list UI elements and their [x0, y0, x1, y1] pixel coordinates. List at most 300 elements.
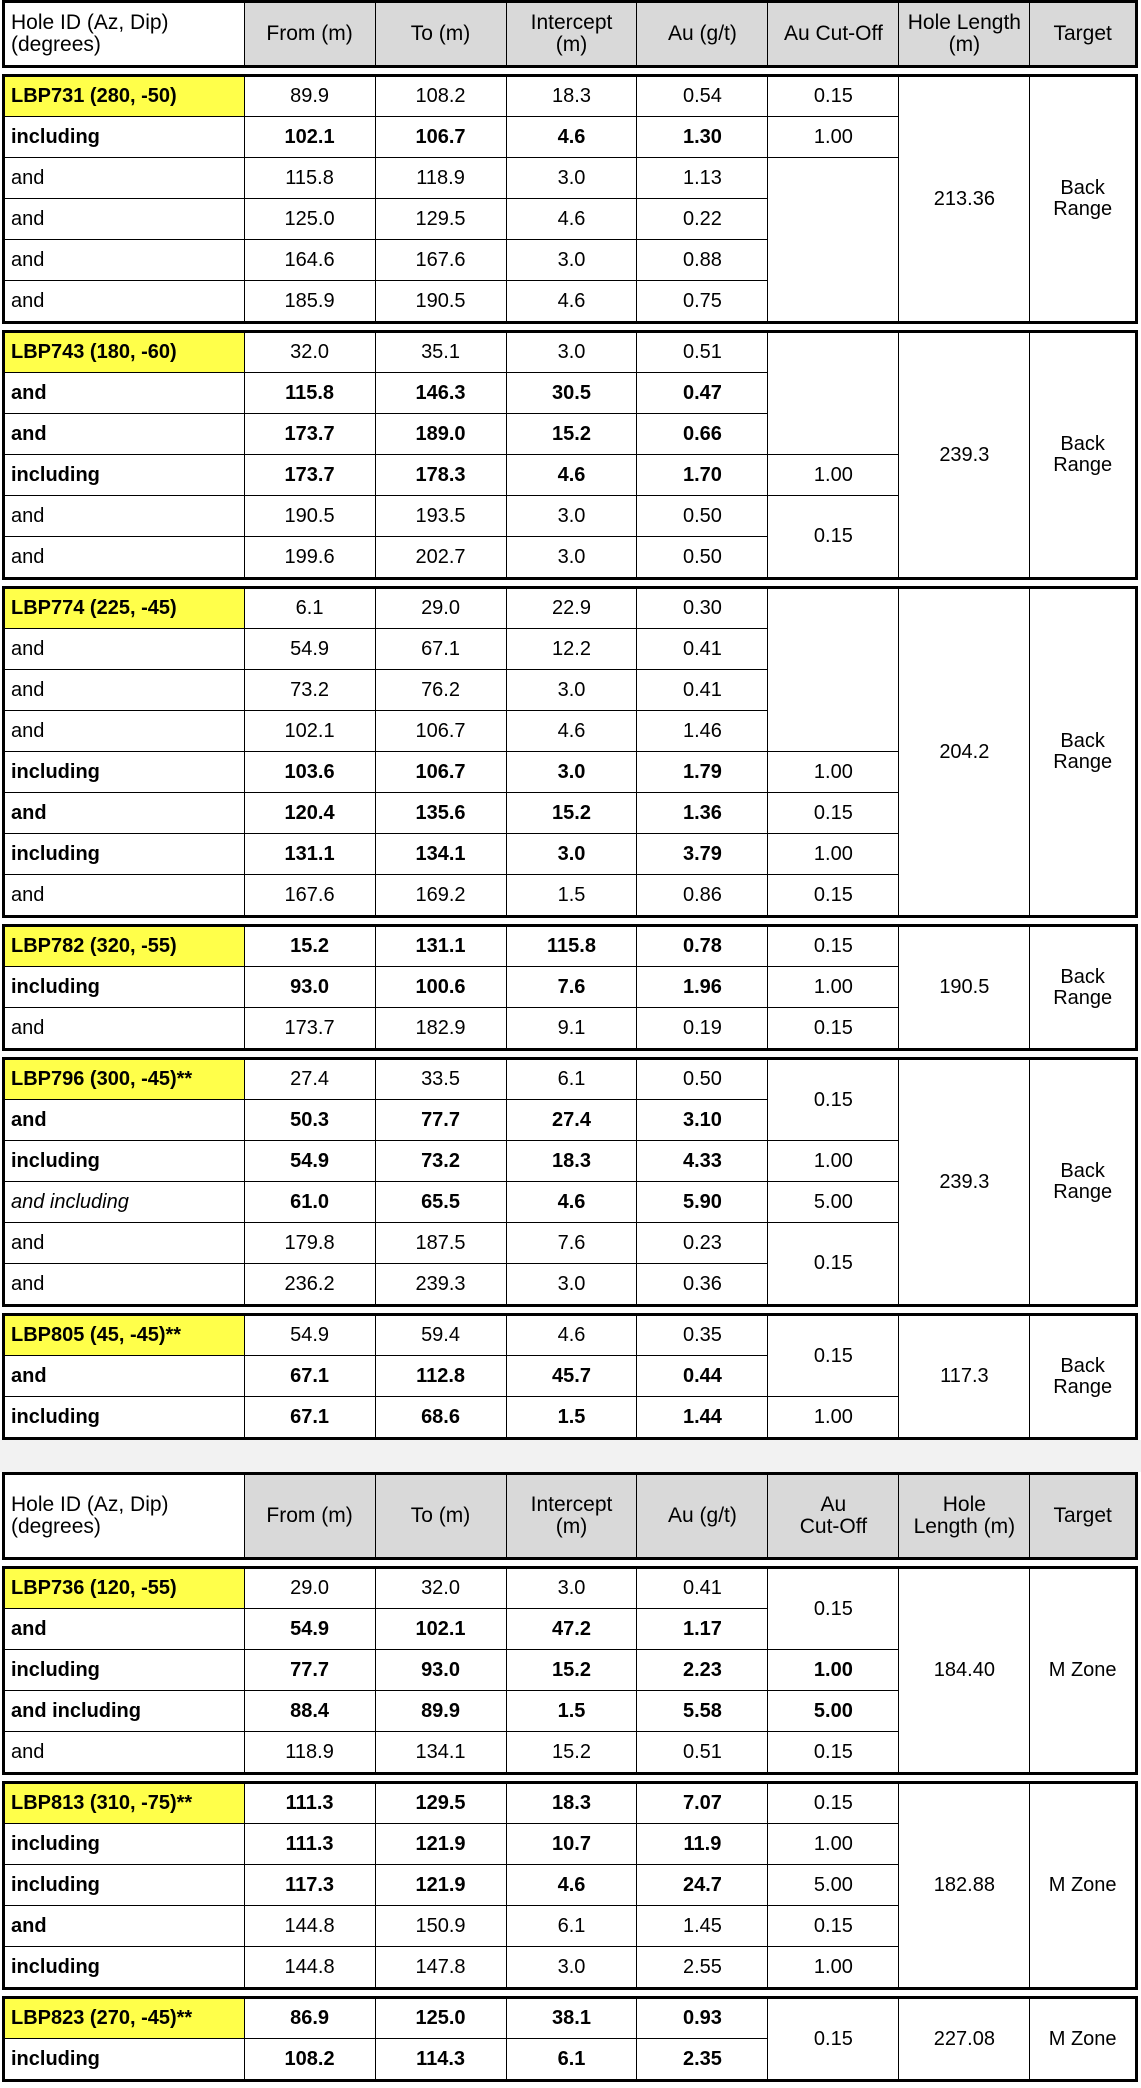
to-cell: 93.0: [375, 1650, 506, 1691]
au-cell: 1.79: [637, 752, 768, 793]
au-cell: 0.50: [637, 496, 768, 537]
interval-label-cell: and: [4, 1100, 245, 1141]
intercept-cell: 3.0: [506, 496, 637, 537]
header-au: Au (g/t): [637, 1474, 768, 1559]
column-header-row: [2, 1472, 1138, 1560]
interval-label-cell: including: [4, 1824, 245, 1865]
au-cell: 0.93: [637, 1998, 768, 2039]
hole-id-cell: LBP731 (280, -50): [4, 76, 245, 117]
intercept-cell: 3.0: [506, 1264, 637, 1306]
interval-label-cell: and: [4, 537, 245, 579]
table-row: [4, 1059, 1137, 1100]
to-cell: 102.1: [375, 1609, 506, 1650]
to-cell: 100.6: [375, 967, 506, 1008]
hole-id-cell: LBP774 (225, -45): [4, 588, 245, 629]
au-cell: 1.44: [637, 1397, 768, 1439]
from-cell: 125.0: [244, 199, 375, 240]
au-cell: 1.36: [637, 793, 768, 834]
hole-length-cell: 239.3: [899, 332, 1030, 579]
intercept-cell: 3.0: [506, 240, 637, 281]
intercept-cell: 1.5: [506, 1691, 637, 1732]
hole-group-table: [2, 74, 1138, 324]
au-cell: 0.30: [637, 588, 768, 629]
cutoff-cell: 0.15: [768, 1223, 899, 1306]
cutoff-cell: 5.00: [768, 1865, 899, 1906]
au-cell: 0.88: [637, 240, 768, 281]
interval-label-cell: and: [4, 199, 245, 240]
from-cell: 61.0: [244, 1182, 375, 1223]
header-hole-id: Hole ID (Az, Dip) (degrees): [4, 2, 245, 67]
from-cell: 120.4: [244, 793, 375, 834]
interval-label-cell: and: [4, 1906, 245, 1947]
from-cell: 117.3: [244, 1865, 375, 1906]
intercept-cell: 15.2: [506, 793, 637, 834]
au-cell: 1.70: [637, 455, 768, 496]
interval-label-cell: and including: [4, 1182, 245, 1223]
header-row: [4, 1474, 1137, 1559]
cutoff-cell: 5.00: [768, 1691, 899, 1732]
interval-label-cell: including: [4, 1865, 245, 1906]
interval-label-cell: including: [4, 1141, 245, 1182]
intercept-cell: 27.4: [506, 1100, 637, 1141]
to-cell: 147.8: [375, 1947, 506, 1989]
intercept-cell: 45.7: [506, 1356, 637, 1397]
intercept-cell: 18.3: [506, 76, 637, 117]
from-cell: 115.8: [244, 158, 375, 199]
intercept-cell: 47.2: [506, 1609, 637, 1650]
interval-label-cell: and: [4, 240, 245, 281]
table-row: [4, 1998, 1137, 2039]
hole-id-cell: LBP823 (270, -45)**: [4, 1998, 245, 2039]
au-cell: 0.22: [637, 199, 768, 240]
target-cell: Back Range: [1030, 588, 1137, 917]
hole-length-cell: 239.3: [899, 1059, 1030, 1306]
cutoff-cell: 1.00: [768, 1650, 899, 1691]
header-hole-id: Hole ID (Az, Dip) (degrees): [4, 1474, 245, 1559]
to-cell: 33.5: [375, 1059, 506, 1100]
intercept-cell: 3.0: [506, 670, 637, 711]
to-cell: 106.7: [375, 752, 506, 793]
table-row: [4, 588, 1137, 629]
to-cell: 32.0: [375, 1568, 506, 1609]
from-cell: 173.7: [244, 455, 375, 496]
to-cell: 106.7: [375, 711, 506, 752]
to-cell: 121.9: [375, 1824, 506, 1865]
from-cell: 199.6: [244, 537, 375, 579]
cutoff-cell: 0.15: [768, 1906, 899, 1947]
header-cutoff: Au Cut-Off: [768, 2, 899, 67]
cutoff-cell: 0.15: [768, 1732, 899, 1774]
intercept-cell: 15.2: [506, 414, 637, 455]
header-to: To (m): [375, 1474, 506, 1559]
to-cell: 134.1: [375, 1732, 506, 1774]
from-cell: 54.9: [244, 1141, 375, 1182]
cutoff-cell: 1.00: [768, 967, 899, 1008]
au-cell: 3.79: [637, 834, 768, 875]
interval-label-cell: including: [4, 752, 245, 793]
cutoff-cell: 1.00: [768, 455, 899, 496]
interval-label-cell: and: [4, 629, 245, 670]
au-cell: 0.47: [637, 373, 768, 414]
intercept-cell: 10.7: [506, 1824, 637, 1865]
to-cell: 239.3: [375, 1264, 506, 1306]
from-cell: 118.9: [244, 1732, 375, 1774]
table-row: [4, 926, 1137, 967]
to-cell: 178.3: [375, 455, 506, 496]
intercept-cell: 7.6: [506, 967, 637, 1008]
au-cell: 0.19: [637, 1008, 768, 1050]
cutoff-cell: 0.15: [768, 76, 899, 117]
to-cell: 129.5: [375, 1783, 506, 1824]
hole-group-table: [2, 330, 1138, 580]
interval-label-cell: and: [4, 1356, 245, 1397]
to-cell: 65.5: [375, 1182, 506, 1223]
to-cell: 187.5: [375, 1223, 506, 1264]
interval-label-cell: and: [4, 414, 245, 455]
hole-group-table: [2, 1057, 1138, 1307]
from-cell: 173.7: [244, 414, 375, 455]
to-cell: 121.9: [375, 1865, 506, 1906]
from-cell: 185.9: [244, 281, 375, 323]
intercept-cell: 4.6: [506, 1865, 637, 1906]
to-cell: 108.2: [375, 76, 506, 117]
to-cell: 167.6: [375, 240, 506, 281]
intercept-cell: 1.5: [506, 875, 637, 917]
spacer: [0, 2082, 1141, 2088]
cutoff-cell: 0.15: [768, 1783, 899, 1824]
cutoff-cell: 1.00: [768, 1397, 899, 1439]
intercept-cell: 4.6: [506, 281, 637, 323]
au-cell: 1.17: [637, 1609, 768, 1650]
intercept-cell: 22.9: [506, 588, 637, 629]
au-cell: 1.13: [637, 158, 768, 199]
hole-group-table: [2, 1566, 1138, 1775]
from-cell: 164.6: [244, 240, 375, 281]
cutoff-cell: 0.15: [768, 1568, 899, 1650]
to-cell: 89.9: [375, 1691, 506, 1732]
interval-label-cell: and: [4, 373, 245, 414]
intercept-cell: 3.0: [506, 1568, 637, 1609]
hole-group-table: [2, 1781, 1138, 1990]
au-cell: 5.90: [637, 1182, 768, 1223]
from-cell: 190.5: [244, 496, 375, 537]
hole-id-cell: LBP736 (120, -55): [4, 1568, 245, 1609]
au-cell: 0.51: [637, 1732, 768, 1774]
header-cutoff: Au Cut-Off: [768, 1474, 899, 1559]
au-cell: 0.41: [637, 1568, 768, 1609]
intercept-cell: 18.3: [506, 1141, 637, 1182]
interval-label-cell: including: [4, 1947, 245, 1989]
hole-id-cell: LBP743 (180, -60): [4, 332, 245, 373]
to-cell: 118.9: [375, 158, 506, 199]
intercept-cell: 4.6: [506, 1182, 637, 1223]
from-cell: 236.2: [244, 1264, 375, 1306]
interval-label-cell: and: [4, 1008, 245, 1050]
from-cell: 54.9: [244, 1315, 375, 1356]
au-cell: 24.7: [637, 1865, 768, 1906]
interval-label-cell: and: [4, 711, 245, 752]
au-cell: 1.46: [637, 711, 768, 752]
hole-length-cell: 190.5: [899, 926, 1030, 1050]
au-cell: 2.55: [637, 1947, 768, 1989]
target-cell: Back Range: [1030, 76, 1137, 323]
table-row: [4, 332, 1137, 373]
au-cell: 0.75: [637, 281, 768, 323]
from-cell: 54.9: [244, 629, 375, 670]
hole-length-cell: 213.36: [899, 76, 1030, 323]
hole-id-cell: LBP805 (45, -45)**: [4, 1315, 245, 1356]
header-target: Target: [1030, 2, 1137, 67]
to-cell: 112.8: [375, 1356, 506, 1397]
to-cell: 134.1: [375, 834, 506, 875]
au-cell: 0.78: [637, 926, 768, 967]
to-cell: 182.9: [375, 1008, 506, 1050]
interval-label-cell: and including: [4, 1691, 245, 1732]
intercept-cell: 1.5: [506, 1397, 637, 1439]
from-cell: 73.2: [244, 670, 375, 711]
hole-group-table: [2, 924, 1138, 1051]
au-cell: 1.30: [637, 117, 768, 158]
hole-length-cell: 117.3: [899, 1315, 1030, 1439]
from-cell: 15.2: [244, 926, 375, 967]
column-header-row: [2, 0, 1138, 68]
to-cell: 106.7: [375, 117, 506, 158]
au-cell: 11.9: [637, 1824, 768, 1865]
from-cell: 93.0: [244, 967, 375, 1008]
interval-label-cell: including: [4, 2039, 245, 2081]
header-au: Au (g/t): [637, 2, 768, 67]
au-cell: 0.66: [637, 414, 768, 455]
to-cell: 59.4: [375, 1315, 506, 1356]
intercept-cell: 115.8: [506, 926, 637, 967]
to-cell: 73.2: [375, 1141, 506, 1182]
from-cell: 102.1: [244, 117, 375, 158]
spacer: [0, 1440, 1141, 1472]
from-cell: 102.1: [244, 711, 375, 752]
from-cell: 167.6: [244, 875, 375, 917]
intercept-cell: 6.1: [506, 2039, 637, 2081]
cutoff-cell: 1.00: [768, 1947, 899, 1989]
target-cell: Back Range: [1030, 332, 1137, 579]
interval-label-cell: and: [4, 1609, 245, 1650]
cutoff-cell: [768, 332, 899, 455]
intercept-cell: 7.6: [506, 1223, 637, 1264]
hole-group-table: [2, 1313, 1138, 1440]
intercept-cell: 18.3: [506, 1783, 637, 1824]
table-row: [4, 1783, 1137, 1824]
hole-id-cell: LBP782 (320, -55): [4, 926, 245, 967]
cutoff-cell: [768, 588, 899, 752]
interval-label-cell: and: [4, 1732, 245, 1774]
au-cell: 2.23: [637, 1650, 768, 1691]
intercept-cell: 3.0: [506, 1947, 637, 1989]
target-cell: M Zone: [1030, 1998, 1137, 2081]
au-cell: 0.50: [637, 1059, 768, 1100]
au-cell: 0.36: [637, 1264, 768, 1306]
interval-label-cell: and: [4, 1264, 245, 1306]
interval-label-cell: including: [4, 967, 245, 1008]
cutoff-cell: 0.15: [768, 1008, 899, 1050]
to-cell: 29.0: [375, 588, 506, 629]
hole-length-cell: 184.40: [899, 1568, 1030, 1774]
from-cell: 144.8: [244, 1947, 375, 1989]
intercept-cell: 4.6: [506, 1315, 637, 1356]
to-cell: 35.1: [375, 332, 506, 373]
header-intercept: Intercept (m): [506, 2, 637, 67]
intercept-cell: 3.0: [506, 537, 637, 579]
to-cell: 77.7: [375, 1100, 506, 1141]
intercept-cell: 4.6: [506, 117, 637, 158]
intercept-cell: 15.2: [506, 1732, 637, 1774]
header-from: From (m): [244, 1474, 375, 1559]
to-cell: 146.3: [375, 373, 506, 414]
header-intercept: Intercept (m): [506, 1474, 637, 1559]
from-cell: 144.8: [244, 1906, 375, 1947]
from-cell: 6.1: [244, 588, 375, 629]
hole-group-table: [2, 586, 1138, 918]
hole-group-table: [2, 1996, 1138, 2082]
au-cell: 0.44: [637, 1356, 768, 1397]
intercept-cell: 3.0: [506, 332, 637, 373]
from-cell: 103.6: [244, 752, 375, 793]
from-cell: 88.4: [244, 1691, 375, 1732]
interval-label-cell: and: [4, 281, 245, 323]
hole-length-cell: 227.08: [899, 1998, 1030, 2081]
intercept-cell: 4.6: [506, 199, 637, 240]
to-cell: 68.6: [375, 1397, 506, 1439]
from-cell: 50.3: [244, 1100, 375, 1141]
header-to: To (m): [375, 2, 506, 67]
from-cell: 131.1: [244, 834, 375, 875]
au-cell: 1.96: [637, 967, 768, 1008]
au-cell: 0.86: [637, 875, 768, 917]
cutoff-cell: 1.00: [768, 117, 899, 158]
intercept-cell: 6.1: [506, 1906, 637, 1947]
intercept-cell: 3.0: [506, 752, 637, 793]
target-cell: Back Range: [1030, 926, 1137, 1050]
target-cell: M Zone: [1030, 1568, 1137, 1774]
au-cell: 5.58: [637, 1691, 768, 1732]
target-cell: Back Range: [1030, 1315, 1137, 1439]
au-cell: 0.41: [637, 670, 768, 711]
from-cell: 27.4: [244, 1059, 375, 1100]
from-cell: 29.0: [244, 1568, 375, 1609]
interval-label-cell: and: [4, 158, 245, 199]
to-cell: 190.5: [375, 281, 506, 323]
to-cell: 114.3: [375, 2039, 506, 2081]
intercept-cell: 4.6: [506, 711, 637, 752]
to-cell: 67.1: [375, 629, 506, 670]
from-cell: 111.3: [244, 1783, 375, 1824]
header-hole-length: Hole Length (m): [899, 2, 1030, 67]
au-cell: 0.35: [637, 1315, 768, 1356]
to-cell: 131.1: [375, 926, 506, 967]
interval-label-cell: including: [4, 455, 245, 496]
from-cell: 173.7: [244, 1008, 375, 1050]
cutoff-cell: [768, 158, 899, 323]
interval-label-cell: including: [4, 117, 245, 158]
from-cell: 111.3: [244, 1824, 375, 1865]
cutoff-cell: 0.15: [768, 1998, 899, 2081]
to-cell: 76.2: [375, 670, 506, 711]
au-cell: 4.33: [637, 1141, 768, 1182]
target-cell: Back Range: [1030, 1059, 1137, 1306]
hole-length-cell: 182.88: [899, 1783, 1030, 1989]
cutoff-cell: 0.15: [768, 1059, 899, 1141]
to-cell: 150.9: [375, 1906, 506, 1947]
to-cell: 125.0: [375, 1998, 506, 2039]
interval-label-cell: including: [4, 1397, 245, 1439]
cutoff-cell: 0.15: [768, 793, 899, 834]
from-cell: 179.8: [244, 1223, 375, 1264]
cutoff-cell: 0.15: [768, 1315, 899, 1397]
header-row: [4, 2, 1137, 67]
au-cell: 7.07: [637, 1783, 768, 1824]
interval-label-cell: and: [4, 1223, 245, 1264]
interval-label-cell: and: [4, 793, 245, 834]
from-cell: 67.1: [244, 1397, 375, 1439]
au-cell: 3.10: [637, 1100, 768, 1141]
table-row: [4, 76, 1137, 117]
header-target: Target: [1030, 1474, 1137, 1559]
interval-label-cell: and: [4, 875, 245, 917]
intercept-cell: 30.5: [506, 373, 637, 414]
au-cell: 0.50: [637, 537, 768, 579]
cutoff-cell: 0.15: [768, 875, 899, 917]
to-cell: 202.7: [375, 537, 506, 579]
to-cell: 193.5: [375, 496, 506, 537]
table-row: [4, 1568, 1137, 1609]
header-hole-length: Hole Length (m): [899, 1474, 1030, 1559]
cutoff-cell: 1.00: [768, 1141, 899, 1182]
intercept-cell: 3.0: [506, 834, 637, 875]
hole-id-cell: LBP796 (300, -45)**: [4, 1059, 245, 1100]
to-cell: 169.2: [375, 875, 506, 917]
intercept-cell: 38.1: [506, 1998, 637, 2039]
hole-length-cell: 204.2: [899, 588, 1030, 917]
to-cell: 135.6: [375, 793, 506, 834]
cutoff-cell: 1.00: [768, 752, 899, 793]
from-cell: 77.7: [244, 1650, 375, 1691]
interval-label-cell: and: [4, 496, 245, 537]
from-cell: 108.2: [244, 2039, 375, 2081]
intercept-cell: 9.1: [506, 1008, 637, 1050]
au-cell: 2.35: [637, 2039, 768, 2081]
au-cell: 0.51: [637, 332, 768, 373]
cutoff-cell: 5.00: [768, 1182, 899, 1223]
intercept-cell: 6.1: [506, 1059, 637, 1100]
au-cell: 0.54: [637, 76, 768, 117]
interval-label-cell: including: [4, 1650, 245, 1691]
from-cell: 67.1: [244, 1356, 375, 1397]
table-row: [4, 1315, 1137, 1356]
intercept-cell: 12.2: [506, 629, 637, 670]
from-cell: 54.9: [244, 1609, 375, 1650]
intercept-cell: 4.6: [506, 455, 637, 496]
cutoff-cell: 1.00: [768, 834, 899, 875]
cutoff-cell: 0.15: [768, 496, 899, 579]
au-cell: 0.23: [637, 1223, 768, 1264]
au-cell: 0.41: [637, 629, 768, 670]
target-cell: M Zone: [1030, 1783, 1137, 1989]
interval-label-cell: including: [4, 834, 245, 875]
cutoff-cell: 0.15: [768, 926, 899, 967]
header-from: From (m): [244, 2, 375, 67]
from-cell: 32.0: [244, 332, 375, 373]
hole-id-cell: LBP813 (310, -75)**: [4, 1783, 245, 1824]
from-cell: 86.9: [244, 1998, 375, 2039]
from-cell: 89.9: [244, 76, 375, 117]
